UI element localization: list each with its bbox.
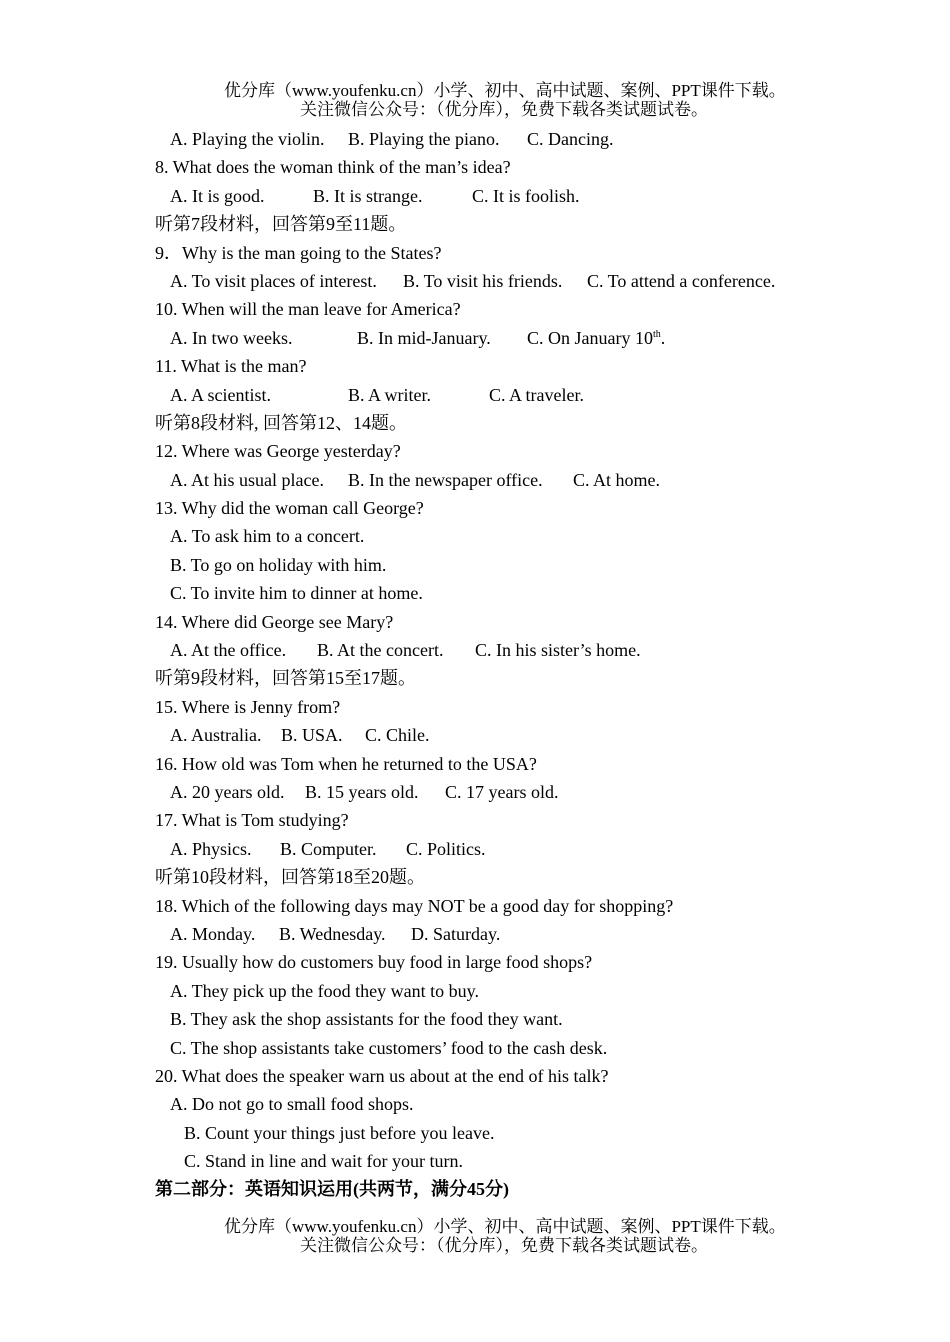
q11-question: 11. What is the man? <box>155 356 307 377</box>
question-list <box>155 125 855 1204</box>
q12-option-a: A. At his usual place. <box>170 469 324 490</box>
section-10-heading: 听第10段材料，回答第18至20题。 <box>155 867 425 888</box>
q12-option-b: B. In the newspaper office. <box>348 469 543 490</box>
footer-line-1: 优分库（www.youfenku.cn）小学、初中、高中试题、案例、PPT课件下载。 <box>224 1217 786 1236</box>
q7-option-c: C. Dancing. <box>527 129 614 149</box>
q11-options <box>155 381 855 409</box>
q14-question: 14. Where did George see Mary? <box>155 611 394 632</box>
q16-options <box>155 778 855 806</box>
q14-option-b: B. At the concert. <box>317 640 444 661</box>
q20-option-a: A. Do not go to small food shops. <box>170 1094 414 1115</box>
header-line-2: 关注微信公众号：（优分库），免费下载各类试题试卷。 <box>300 100 708 119</box>
section-8-heading: 听第8段材料, 回答第12、14题。 <box>155 412 407 433</box>
q14-options <box>155 636 855 664</box>
q7-option-b: B. Playing the piano. <box>348 129 500 149</box>
q11-option-c: C. A traveler. <box>489 384 584 405</box>
q17-option-b: B. Computer. <box>280 838 377 859</box>
q16-question: 16. How old was Tom when he returned to the USA? <box>155 753 537 774</box>
q10-question: 10. When will the man leave for America? <box>155 299 461 320</box>
q17-option-c: C. Politics. <box>406 838 486 859</box>
q7-option-a: A. Playing the violin. <box>170 129 325 149</box>
q8-options <box>155 182 855 210</box>
q9-options <box>155 267 855 295</box>
q18-question: 18. Which of the following days may NOT be a good day for shopping? <box>155 895 674 916</box>
q19-option-c: C. The shop assistants take customers’ food to the cash desk. <box>170 1037 608 1058</box>
q10-option-c-period: . <box>660 327 666 348</box>
q15-option-a: A. Australia. <box>170 725 262 746</box>
q10-option-c-text: C. On January 10 <box>527 327 653 348</box>
q10-option-b: B. In mid-January. <box>357 327 491 348</box>
q10-options <box>155 324 855 352</box>
q12-options <box>155 466 855 494</box>
q9-option-a: A. To visit places of interest. <box>170 270 377 291</box>
q12-question: 12. Where was George yesterday? <box>155 441 401 462</box>
section-7-heading: 听第7段材料，回答第9至11题。 <box>155 214 407 235</box>
q15-option-b: B. USA. <box>281 725 343 746</box>
q12-option-c: C. At home. <box>573 469 661 490</box>
q13-option-c: C. To invite him to dinner at home. <box>170 583 423 604</box>
header-line-1: 优分库（www.youfenku.cn）小学、初中、高中试题、案例、PPT课件下载。 <box>224 81 786 100</box>
q17-question: 17. What is Tom studying? <box>155 810 349 831</box>
q9-option-b: B. To visit his friends. <box>403 270 563 291</box>
part-2-title: 第二部分：英语知识运用(共两节，满分45分) <box>155 1179 509 1200</box>
q13-question: 13. Why did the woman call George? <box>155 498 424 519</box>
q20-option-b: B. Count your things just before you leave. <box>184 1122 495 1143</box>
q7-options <box>155 125 855 153</box>
q11-option-b: B. A writer. <box>348 384 432 405</box>
q17-options <box>155 835 855 863</box>
q19-question: 19. Usually how do customers buy food in large food shops? <box>155 952 593 973</box>
q14-option-a: A. At the office. <box>170 640 287 661</box>
q20-option-c: C. Stand in line and wait for your turn. <box>184 1151 463 1172</box>
q15-option-c: C. Chile. <box>365 725 430 746</box>
section-9-heading: 听第9段材料，回答第15至17题。 <box>155 668 416 689</box>
q18-option-a: A. Monday. <box>170 923 256 944</box>
q8-option-b: B. It is strange. <box>313 185 423 206</box>
footer-line-2: 关注微信公众号：（优分库），免费下载各类试题试卷。 <box>300 1236 708 1255</box>
q17-option-a: A. Physics. <box>170 838 252 859</box>
q15-options <box>155 721 855 749</box>
q13-option-a: A. To ask him to a concert. <box>170 526 365 547</box>
q10-option-a: A. In two weeks. <box>170 327 293 348</box>
q20-question: 20. What does the speaker warn us about at the end of his talk? <box>155 1065 609 1086</box>
q8-option-a: A. It is good. <box>170 185 265 206</box>
q19-option-a: A. They pick up the food they want to buy. <box>170 980 479 1001</box>
q11-option-a: A. A scientist. <box>170 384 272 405</box>
q8-option-c: C. It is foolish. <box>472 185 580 206</box>
q15-question: 15. Where is Jenny from? <box>155 696 341 717</box>
q18-option-d: D. Saturday. <box>411 923 501 944</box>
q18-options <box>155 920 855 948</box>
q19-option-b: B. They ask the shop assistants for the food they want. <box>170 1009 563 1030</box>
q9-question: 9．Why is the man going to the States? <box>155 242 442 263</box>
q18-option-b: B. Wednesday. <box>279 923 386 944</box>
q13-option-b: B. To go on holiday with him. <box>170 554 387 575</box>
q16-option-a: A. 20 years old. <box>170 781 285 802</box>
q10-option-c <box>527 324 665 352</box>
q9-option-c: C. To attend a conference. <box>587 270 776 291</box>
q14-option-c: C. In his sister’s home. <box>475 640 641 661</box>
q16-option-c: C. 17 years old. <box>445 781 559 802</box>
q10-option-c-superscript: th <box>652 328 661 340</box>
q8-question: 8. What does the woman think of the man’s idea? <box>155 157 511 178</box>
q16-option-b: B. 15 years old. <box>305 781 419 802</box>
